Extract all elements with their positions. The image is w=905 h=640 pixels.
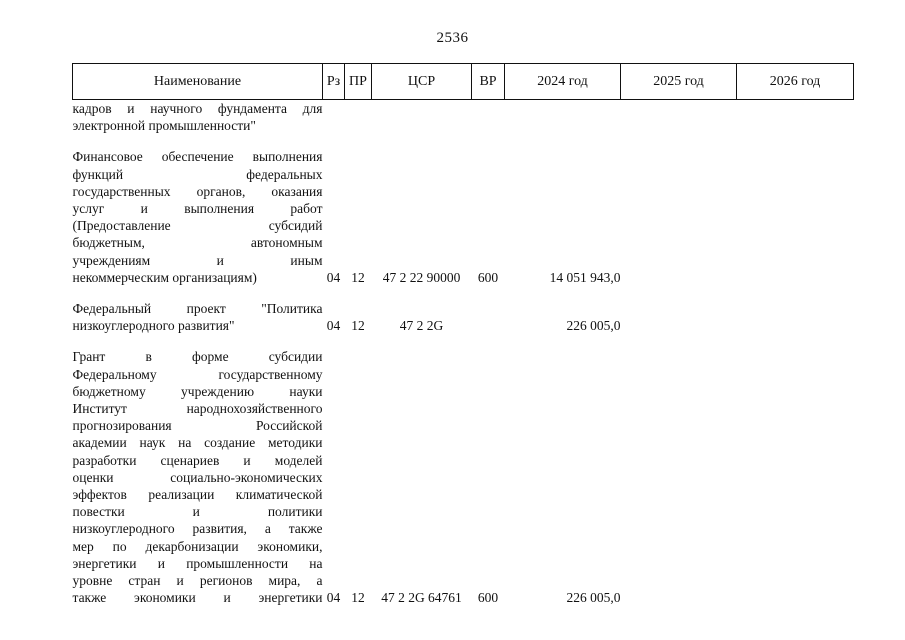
row-name-line: (Предоставление субсидий [72, 218, 323, 234]
header-rz: Рз [323, 64, 345, 100]
row-name-line: мер по декарбонизации экономики, [72, 538, 323, 554]
row-name-line: функций федеральных [72, 166, 323, 182]
header-2026: 2026 год [737, 64, 854, 100]
row-2026 [737, 148, 854, 286]
row-name [73, 300, 323, 334]
row-vr: 600 [477, 269, 499, 285]
row-2025 [621, 348, 737, 606]
row-vr [472, 100, 505, 135]
row-vr [472, 300, 505, 334]
row-name [73, 348, 323, 606]
row-name-line: разработки сценариев и моделей [72, 452, 323, 468]
row-name-line: Федеральному государственному [72, 366, 323, 382]
row-2024: 226 005,0 [566, 590, 621, 606]
row-name-line: эффектов реализации климатической [72, 487, 323, 503]
header-2025: 2025 год [621, 64, 737, 100]
budget-table [72, 63, 854, 606]
row-name-line: Федеральный проект "Политика [72, 301, 323, 317]
header-pr: ПР [345, 64, 372, 100]
row-name-line: учреждениям и иным [72, 252, 323, 268]
row-2026 [737, 300, 854, 334]
row-name-line: бюджетным, автономным [72, 235, 323, 251]
row-rz: 04 [326, 590, 341, 606]
row-name-line: низкоуглеродного развития, а также [72, 521, 323, 537]
row-2025 [621, 100, 737, 135]
row-pr [345, 100, 372, 135]
row-name-line: оценки социально-экономических [72, 469, 323, 485]
row-name [73, 148, 323, 286]
row-pr: 12 [351, 590, 365, 606]
page-number: 2536 [436, 30, 469, 46]
row-2024: 14 051 943,0 [549, 269, 621, 285]
row-2025 [621, 300, 737, 334]
row-vr: 600 [477, 590, 499, 606]
row-pr: 12 [351, 269, 365, 285]
row-2026 [737, 348, 854, 606]
row-2024: 226 005,0 [566, 318, 621, 334]
row-csr [372, 100, 472, 135]
row-name-line: электронной промышленности" [72, 118, 256, 134]
table-header-row [73, 64, 854, 100]
row-name-line: низкоуглеродного развития" [72, 318, 235, 334]
row-rz: 04 [326, 269, 341, 285]
row-csr: 47 2 2G 64761 [381, 590, 462, 606]
row-csr: 47 2 2G [399, 318, 444, 334]
row-name-line: прогнозирования Российской [72, 418, 323, 434]
row-name-line: бюджетному учреждению науки [72, 383, 323, 399]
row-name-line: энергетики и промышленности на [72, 555, 323, 571]
row-rz [323, 100, 345, 135]
row-name-line: услуг и выполнения работ [72, 201, 323, 217]
row-name-line: академии наук на создание методики [72, 435, 323, 451]
row-name-line: Институт народнохозяйственного [72, 401, 323, 417]
row-name-line: также экономики и энергетики [72, 590, 323, 606]
row-name-line: Финансовое обеспечение выполнения [72, 149, 323, 165]
header-name: Наименование [73, 64, 323, 100]
table-row [73, 300, 854, 334]
row-name [73, 100, 323, 135]
row-name-line: уровне стран и регионов мира, а [72, 573, 323, 589]
header-vr: ВР [472, 64, 505, 100]
row-name-line: кадров и научного фундамента для [72, 101, 323, 116]
row-name-line: Грант в форме субсидии [72, 349, 323, 365]
table-row [73, 148, 854, 286]
row-2025 [621, 148, 737, 286]
row-rz: 04 [326, 318, 341, 334]
row-2026 [737, 100, 854, 135]
row-2024 [505, 100, 621, 135]
table-row [73, 100, 854, 135]
row-name-line: государственных органов, оказания [72, 183, 323, 199]
table-row [73, 348, 854, 606]
row-pr: 12 [351, 318, 365, 334]
header-csr: ЦСР [372, 64, 472, 100]
row-csr: 47 2 22 90000 [382, 269, 461, 285]
row-name-line: некоммерческим организациям) [72, 269, 257, 285]
row-name-line: повестки и политики [72, 504, 323, 520]
header-2024: 2024 год [505, 64, 621, 100]
